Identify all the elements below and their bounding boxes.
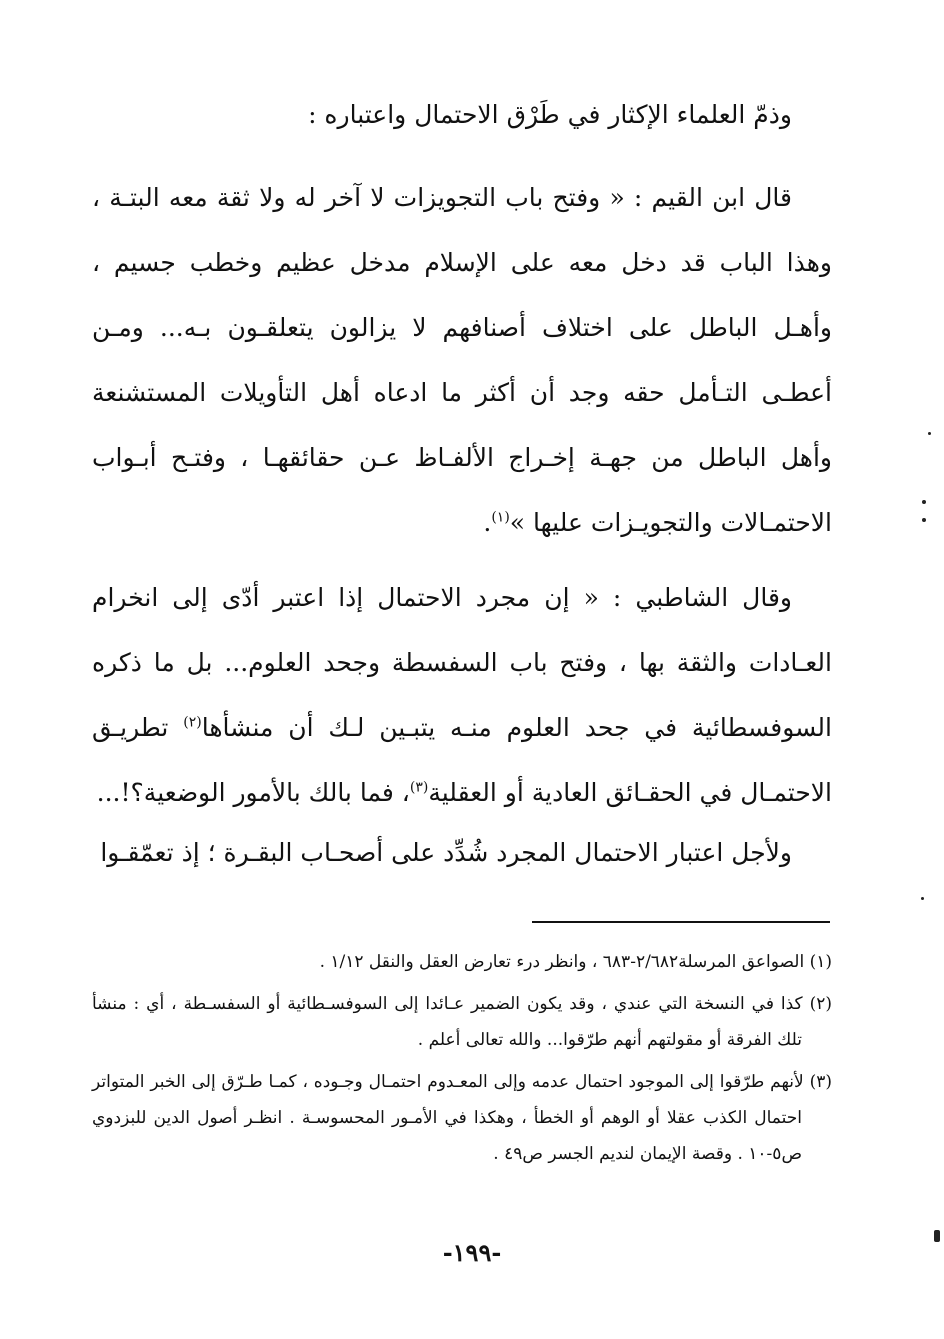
footnote-2: (٢) كذا في النسخة التي عندي ، وقد يكون الضمير عـائدا إلى السوفسـطائية أو السفسـطة ، أي : منشأ تلك الفرقة أو مقولتهم أنهم طرّقوا... والله تعالى أعلم .	[92, 994, 832, 1050]
footnote-separator	[532, 921, 830, 923]
paragraph-2-part3: ، فما بالك بالأمور الوضعية؟!...	[96, 778, 410, 807]
scan-speck	[921, 897, 924, 900]
scan-speck	[934, 1230, 940, 1242]
paragraph-2-part1: وقال الشاطبي : « إن مجرد الاحتمال إذا اعتبر أدّى إلى انخرام العـادات والثقة بها ، وفتح باب السفسطة وجحد العلوم... بل ما ذكره السوفسطائية في جحد العلوم منـه يتبـين لـك أن منشأها	[92, 583, 832, 742]
paragraph-1-text: قال ابن القيم : « وفتح باب التجويزات لا آخر له ولا ثقة معه البتـة ، وهذا الباب قد دخل معه على الإسلام مدخل عظيم وخطب جسيم ، وأهـل الباطل على اختلاف أصنافهم لا يزالون يتعلقـون بـه... ومـن أعطـى التـأمل حقه وجد أن أكثر ما ادعاه أهل التأويلات المستشنعة وأهل الباطل من جهـة إخـراج الألفـاظ عـن حقائقهـا ، وفتـح أبـواب الاحتمـالات والتجويـزات عليها »	[92, 183, 832, 537]
footnote-1: (١) الصواعق المرسلة٢/٦٨٢-٦٨٣ ، وانظر درء تعارض العقل والنقل ١/١٢ .	[319, 952, 832, 972]
footnotes-section	[92, 944, 832, 1178]
paragraph-1-tail: .	[483, 508, 492, 537]
paragraph-cow-people	[92, 820, 832, 885]
page-number: -١٩٩-	[442, 1238, 502, 1267]
paragraph-3-text: ولأجل اعتبار الاحتمال المجرد شُدِّد على أصحـاب البقـرة ؛ إذ تعمّقـوا	[100, 838, 792, 867]
footnote-ref-2: (٢)	[183, 714, 202, 731]
scan-speck	[922, 500, 926, 504]
paragraph-shatibi	[92, 565, 832, 825]
footnote-3: (٣) لأنهم طرّقوا إلى الموجود احتمال عدمه وإلى المعـدوم احتمـال وجـوده ، كمـا طـرّق إلى الخبر المتواتر احتمال الكذب عقلا أو الوهم أو الخطأ ، وهكذا في الأمـور المحسوسـة . انظـر أصول الدين للبزدوي ص٥-١٠ . وقصة الإيمان لنديم الجسر ص٤٩ .	[92, 1072, 832, 1164]
scan-speck	[922, 518, 926, 522]
scan-speck	[928, 432, 931, 435]
section-heading: وذمّ العلماء الإكثار في طَرْق الاحتمال واعتباره :	[308, 100, 792, 129]
paragraph-ibn-qayyim	[92, 165, 832, 555]
footnote-ref-3: (٣)	[409, 779, 429, 796]
footnote-ref-1: (١)	[491, 509, 510, 526]
paragraph-2-part2: تطريـق الاحتمـال في الحقـائق العادية أو العقلية	[92, 713, 832, 807]
